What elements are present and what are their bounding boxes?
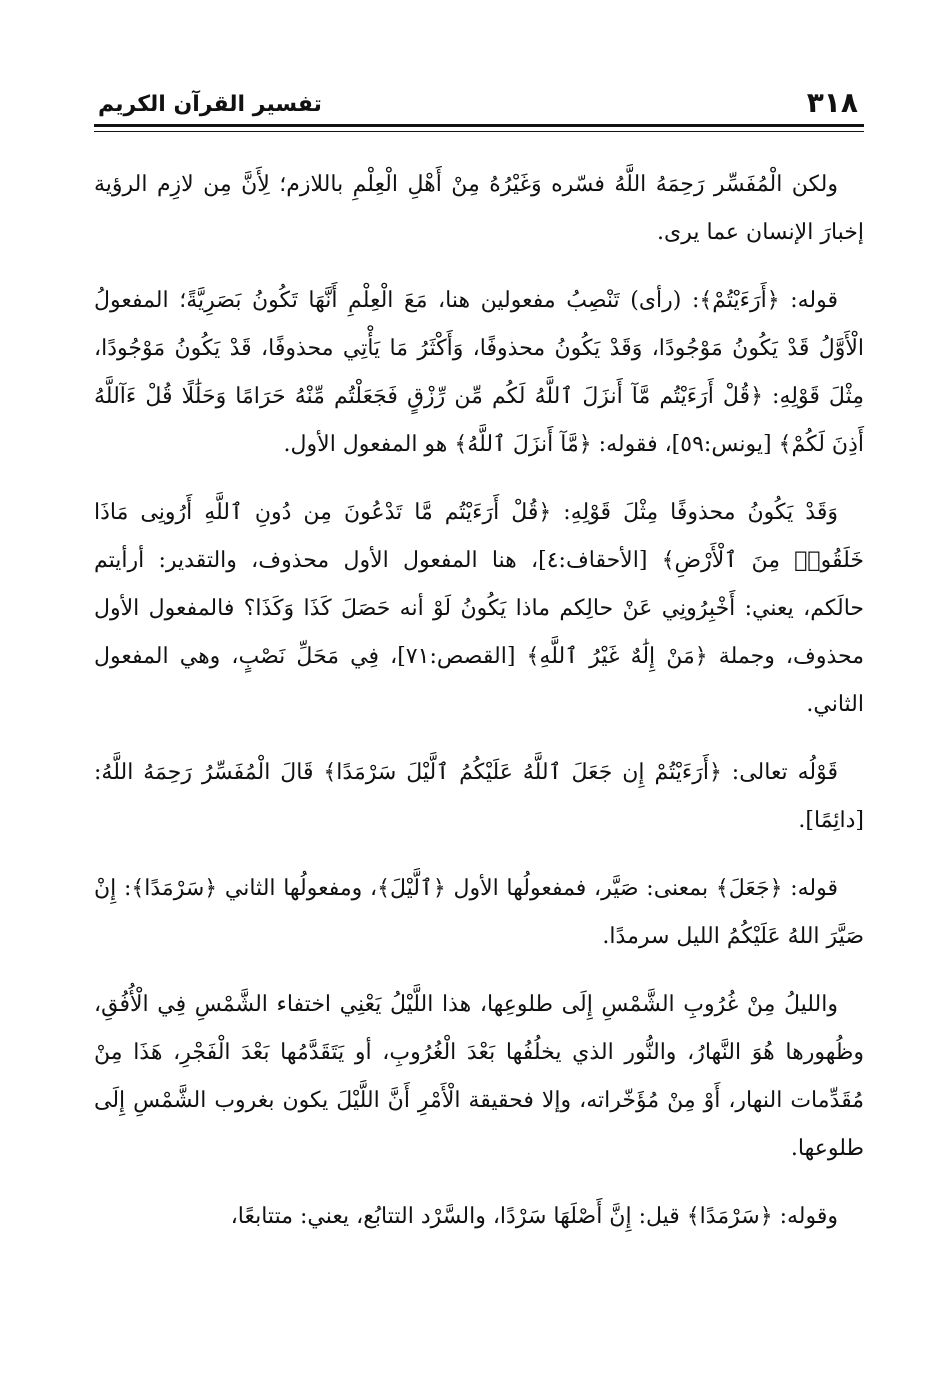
paragraph: ولكن الْمُفَسِّر رَحِمَهُ اللَّهُ فسّره وَغَيْرُهُ مِنْ أَهْلِ الْعِلْمِ باللازم؛ لِأَنَّ مِن لازِم الرؤية إخبارَ الإنسان عما يرى.	[94, 172, 864, 245]
paragraph: قوله: ﴿جَعَلَ﴾ بمعنى: صَيَّر، فمفعولُها الأول ﴿ٱلَّيْلَ﴾، ومفعولُها الثاني ﴿سَرْمَدًا﴾: إِنْ صَيَّرَ اللهُ عَلَيْكُمُ الليل سرمدًا.	[94, 876, 864, 949]
paragraph: والليلُ مِنْ غُرُوبِ الشَّمْسِ إِلَى طلوعِها، هذا اللَّيْلُ يَعْنِي اختفاء الشَّمْسِ فِي الْأُفُقِ، وظُهورها هُوَ النَّهارُ، والنُّور الذي يخلُفُها بَعْدَ الْغُرُوبِ، أو يَتَقَدَّمُها بَعْدَ الْفَجْرِ، هَذَا مِنْ مُقَدِّمات النهار، أَوْ مِنْ مُؤَخّراته، وإلا فحقيقة الْأَمْرِ أَنَّ اللَّيْلَ يكون بغروب الشَّمْسِ إِلَى طلوعها.	[94, 992, 864, 1161]
paragraph: وَقَدْ يَكُونُ محذوفًا مِثْلَ قَوْلِهِ: ﴿قُلْ أَرَءَيْتُم مَّا تَدْعُونَ مِن دُونِ ٱللَّهِ أَرُونِى مَاذَا خَلَقُوا۟ مِنَ ٱلْأَرْضِ﴾ [الأحقاف:٤]، هنا المفعول الأول محذوف، والتقدير: أرأيتم حالَكم، يعني: أَخْبِرُونِي عَنْ حالِكم ماذا يَكُونُ لَوْ أنه حَصَلَ كَذَا وَكَذَا؟ فالمفعول الأول محذوف، وجملة ﴿مَنْ إِلَٰهٌ غَيْرُ ٱللَّهِ﴾ [القصص:٧١]، فِي مَحَلِّ نَصْبٍ، وهي المفعول الثاني.	[94, 500, 864, 717]
page-header	[94, 86, 864, 127]
book-title: تفسير القرآن الكريم	[98, 92, 322, 117]
page-number: ٣١٨	[806, 86, 858, 119]
paragraph: قوله: ﴿أَرَءَيْتُمْ﴾: (رأى) تَنْصِبُ مفعولين هنا، مَعَ الْعِلْمِ أَنَّهَا تَكُونُ بَصَرِيَّةً؛ المفعولُ الْأَوَّلُ قَدْ يَكُونُ مَوْجُودًا، وَقَدْ يَكُونُ محذوفًا، وَأَكْثَرُ مَا يَأْتِي محذوفًا، قَدْ يَكُونُ مَوْجُودًا، مِثْلَ قَوْلِهِ: ﴿قُلْ أَرَءَيْتُم مَّآ أَنزَلَ ٱللَّهُ لَكُم مِّن رِّزْقٍ فَجَعَلْتُم مِّنْهُ حَرَامًا وَحَلَٰلًا قُلْ ءَآللَّهُ أَذِنَ لَكُمْ﴾ [يونس:٥٩]، فقوله: ﴿مَّآ أَنزَلَ ٱللَّهُ﴾ هو المفعول الأول.	[94, 288, 864, 457]
paragraph: قَوْلُه تعالى: ﴿أَرَءَيْتُمْ إِن جَعَلَ ٱللَّهُ عَلَيْكُمُ ٱلَّيْلَ سَرْمَدًا﴾ قَالَ الْمُفَسِّرُ رَحِمَهُ اللَّهُ: [دائِمًا].	[94, 760, 864, 833]
paragraph: وقوله: ﴿سَرْمَدًا﴾ قيل: إِنَّ أَصْلَهَا سَرْدًا، والسَّرْد التتابُع، يعني: متتابعًا،	[230, 1204, 838, 1229]
header-divider	[94, 131, 864, 132]
page-body	[94, 161, 864, 1241]
